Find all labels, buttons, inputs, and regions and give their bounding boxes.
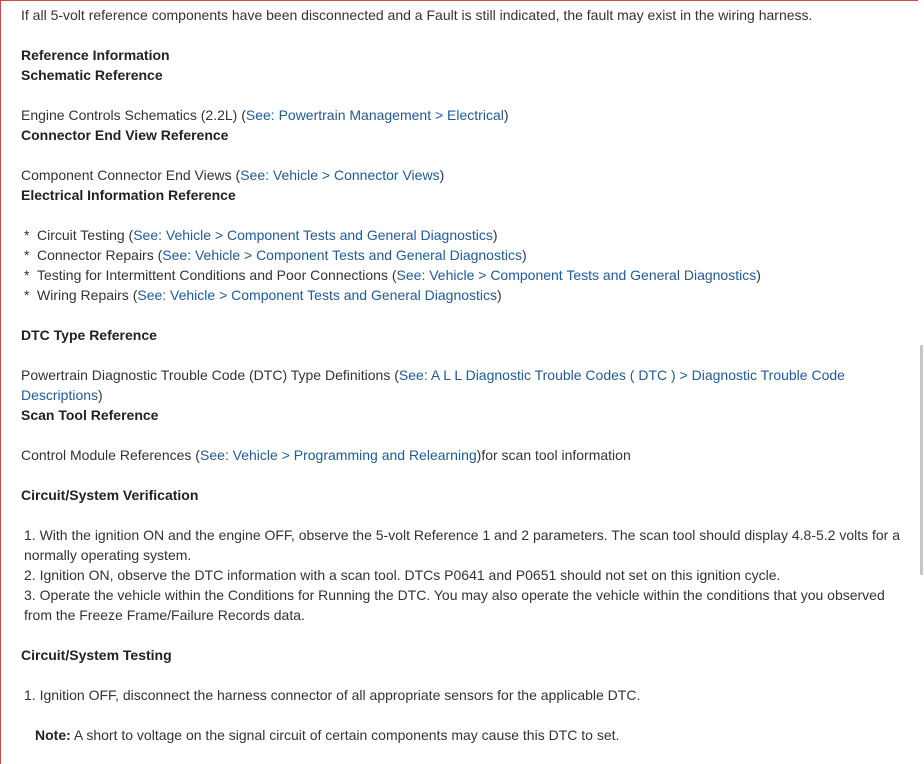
list-item (21, 565, 901, 585)
list-item-suffix: ) (497, 287, 502, 303)
vertical-scrollbar[interactable] (918, 0, 924, 764)
reference-information-heading: Reference Information (21, 47, 170, 63)
programming-relearning-link[interactable]: See: Vehicle > Programming and Relearning (199, 447, 477, 463)
dtc-type-reference-text: Powertrain Diagnostic Trouble Code (DTC) Type Definitions ( (21, 367, 399, 383)
connector-repairs-link[interactable]: See: Vehicle > Component Tests and General Diagnostics (162, 247, 522, 263)
scan-tool-reference-text: Control Module References ( (21, 447, 200, 463)
list-item-suffix: ) (492, 227, 498, 243)
circuit-verification-heading: Circuit/System Verification (21, 487, 199, 503)
connector-reference-text: Component Connector End Views ( (21, 167, 241, 183)
connector-reference-link[interactable]: See: Vehicle > Connector Views (240, 167, 440, 183)
scan-tool-reference-heading: Scan Tool Reference (21, 407, 159, 423)
list-item (21, 265, 901, 285)
list-item (21, 585, 901, 625)
bullet-star: * (24, 247, 30, 263)
step-number: 1. (24, 687, 36, 703)
list-item-text: Circuit Testing ( (37, 227, 134, 243)
list-item (21, 225, 901, 245)
dtc-type-reference-heading: DTC Type Reference (21, 327, 157, 343)
schematic-reference-suffix: ) (503, 107, 509, 123)
list-item-suffix: ) (521, 247, 527, 263)
schematic-reference-text: Engine Controls Schematics (2.2L) ( (21, 107, 246, 123)
wiring-repairs-link[interactable]: See: Vehicle > Component Tests and General Diagnostics (137, 287, 498, 303)
connector-reference-suffix: ) (439, 167, 445, 183)
verification-steps (21, 525, 901, 625)
step-text: Operate the vehicle within the Conditions for Running the DTC. You may also operate the vehicle within the conditions that you observed from the Freeze Frame/Failure Records data. (24, 587, 885, 623)
schematic-reference-line (21, 105, 901, 125)
list-item (21, 285, 901, 305)
step-number: 1. (24, 527, 36, 543)
electrical-reference-heading: Electrical Information Reference (21, 187, 236, 203)
circuit-testing-heading: Circuit/System Testing (21, 647, 172, 663)
intro-text: If all 5-volt reference components have been disconnected and a Fault is still indicated, the fault may exist in the wiring harness. (21, 7, 813, 23)
step-text: Ignition OFF, disconnect the harness connector of all appropriate sensors for the applicable DTC. (39, 687, 641, 703)
schematic-reference-heading: Schematic Reference (21, 67, 163, 83)
scan-tool-reference-suffix: )for scan tool information (476, 447, 631, 463)
list-item-text: Connector Repairs ( (37, 247, 163, 263)
step-text: With the ignition ON and the engine OFF, observe the 5-volt Reference 1 and 2 parameters. The scan tool should display 4.8-5.2 volts for a normally operating system. (24, 527, 901, 563)
note-text: A short to voltage on the signal circuit of certain components may cause this DTC to set. (70, 727, 620, 743)
dtc-descriptions-link[interactable]: See: A L L Diagnostic Trouble Codes ( DTC ) > Diagnostic Trouble Code Descriptions (21, 367, 845, 403)
list-item (21, 245, 901, 265)
note-label: Note: (35, 727, 71, 743)
connector-reference-line (21, 165, 901, 185)
circuit-testing-link[interactable]: See: Vehicle > Component Tests and General Diagnostics (133, 227, 493, 243)
step-number: 2. (24, 567, 36, 583)
step-number: 3. (24, 587, 36, 603)
testing-steps (21, 685, 901, 705)
bullet-star: * (24, 227, 30, 243)
connector-reference-heading: Connector End View Reference (21, 127, 229, 143)
step-text: Ignition ON, observe the DTC information with a scan tool. DTCs P0641 and P0651 should not set on this ignition cycle. (39, 567, 781, 583)
dtc-type-reference-line (21, 365, 901, 405)
intermittent-conditions-link[interactable]: See: Vehicle > Component Tests and General Diagnostics (396, 267, 757, 283)
note-line (21, 725, 901, 745)
scrollbar-thumb[interactable] (920, 345, 923, 575)
dtc-type-reference-suffix: ) (98, 387, 103, 403)
list-item-text: Wiring Repairs ( (37, 287, 138, 303)
list-item-suffix: ) (756, 267, 761, 283)
bullet-star: * (24, 287, 30, 303)
electrical-reference-list (21, 225, 901, 305)
document-content (21, 5, 901, 745)
schematic-reference-link[interactable]: See: Powertrain Management > Electrical (245, 107, 504, 123)
scan-tool-reference-line (21, 445, 901, 465)
list-item-text: Testing for Intermittent Conditions and Poor Connections ( (37, 267, 397, 283)
list-item (21, 685, 901, 705)
bullet-star: * (24, 267, 30, 283)
list-item (21, 525, 901, 565)
